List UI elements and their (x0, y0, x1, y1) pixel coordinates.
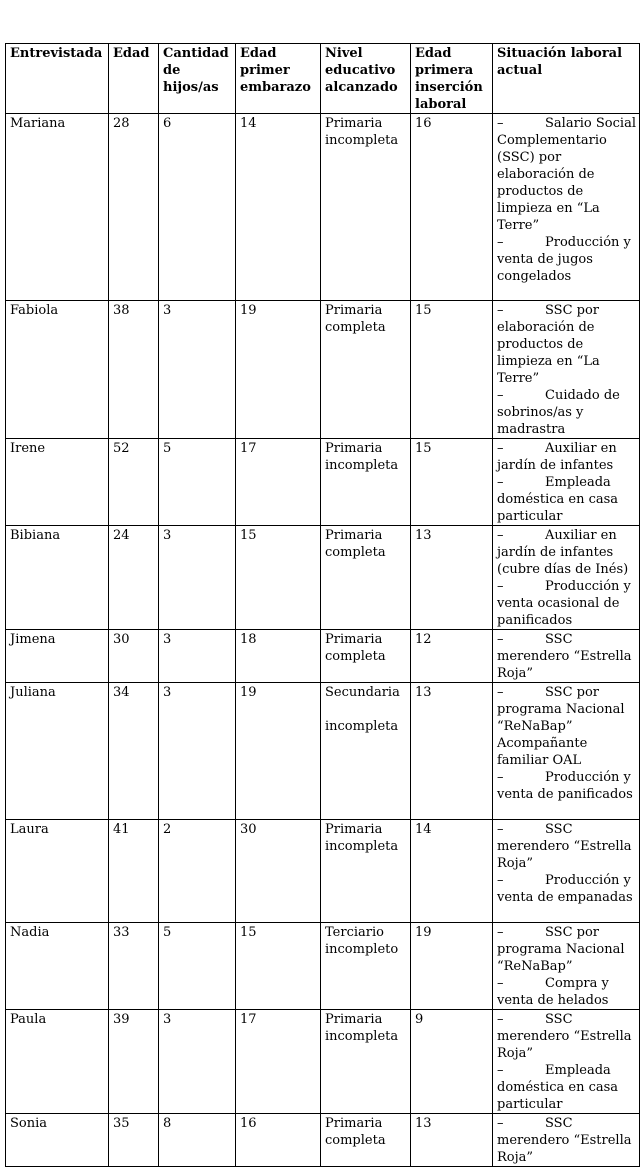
interviewees-table (5, 43, 640, 1167)
cell-cantidad-hijos: 5 (159, 923, 236, 1010)
dash-bullet: – (497, 235, 504, 250)
situation-text: Producción y venta de jugos congelados (497, 235, 631, 284)
table-row (6, 114, 640, 301)
cell-cantidad-hijos: 3 (159, 1010, 236, 1114)
cell-edad-primer-embarazo: 19 (236, 683, 321, 820)
cell-edad-primera-insercion: 13 (411, 1114, 493, 1167)
cell-cantidad-hijos: 5 (159, 439, 236, 526)
header-edad: Edad (109, 44, 159, 114)
cell-entrevistada: Fabiola (6, 301, 109, 439)
cell-nivel-educativo: Primaria completa (321, 630, 411, 683)
cell-edad-primer-embarazo: 16 (236, 1114, 321, 1167)
situation-text: Cuidado de sobrinos/as y madrastra (497, 388, 620, 437)
cell-nivel-educativo: Primaria completa (321, 301, 411, 439)
cell-edad-primera-insercion: 13 (411, 683, 493, 820)
cell-situacion-laboral (493, 439, 640, 526)
dash-bullet: – (497, 1063, 504, 1078)
dash-bullet: – (497, 1116, 504, 1131)
cell-edad: 33 (109, 923, 159, 1010)
cell-cantidad-hijos: 6 (159, 114, 236, 301)
table-row (6, 923, 640, 1010)
table-row (6, 1010, 640, 1114)
cell-entrevistada: Nadia (6, 923, 109, 1010)
cell-situacion-laboral (493, 526, 640, 630)
cell-cantidad-hijos: 3 (159, 301, 236, 439)
cell-situacion-laboral (493, 1010, 640, 1114)
header-edad-primer-embarazo: Edad primer embarazo (236, 44, 321, 114)
situation-item (497, 302, 636, 387)
dash-bullet: – (497, 475, 504, 490)
situation-text: Compra y venta de helados (497, 976, 609, 1008)
cell-edad: 35 (109, 1114, 159, 1167)
cell-nivel-educativo (321, 683, 411, 820)
header-nivel-educativo: Nivel educativo alcanzado (321, 44, 411, 114)
situation-text: Auxiliar en jardín de infantes (cubre días de Inés) (497, 528, 629, 577)
cell-entrevistada: Jimena (6, 630, 109, 683)
situation-item (497, 474, 636, 525)
cell-nivel-educativo: Primaria incompleta (321, 820, 411, 923)
situation-text: SSC por programa Nacional “ReNaBap” Acompañante familiar OAL (497, 685, 625, 768)
cell-situacion-laboral (493, 630, 640, 683)
cell-edad-primer-embarazo: 30 (236, 820, 321, 923)
dash-bullet: – (497, 116, 504, 131)
cell-edad-primer-embarazo: 19 (236, 301, 321, 439)
cell-nivel-educativo: Primaria incompleta (321, 114, 411, 301)
dash-bullet: – (497, 873, 504, 888)
table-row (6, 683, 640, 820)
table-row (6, 820, 640, 923)
cell-edad-primera-insercion: 15 (411, 439, 493, 526)
situation-item (497, 1062, 636, 1113)
dash-bullet: – (497, 925, 504, 940)
situation-text: Empleada doméstica en casa particular (497, 1063, 619, 1112)
dash-bullet: – (497, 976, 504, 991)
cell-edad: 41 (109, 820, 159, 923)
table-row (6, 439, 640, 526)
cell-entrevistada: Juliana (6, 683, 109, 820)
cell-edad-primera-insercion: 15 (411, 301, 493, 439)
situation-text: SSC merendero “Estrella Roja” (497, 822, 632, 871)
situation-text: Empleada doméstica en casa particular (497, 475, 619, 524)
table-row (6, 526, 640, 630)
cell-situacion-laboral (493, 923, 640, 1010)
dash-bullet: – (497, 579, 504, 594)
cell-entrevistada: Sonia (6, 1114, 109, 1167)
cell-cantidad-hijos: 8 (159, 1114, 236, 1167)
situation-item (497, 684, 636, 769)
cell-situacion-laboral (493, 114, 640, 301)
dash-bullet: – (497, 822, 504, 837)
header-situacion-laboral: Situación laboral actual (493, 44, 640, 114)
cell-nivel-educativo: Primaria completa (321, 1114, 411, 1167)
cell-edad-primer-embarazo: 17 (236, 439, 321, 526)
situation-text: SSC merendero “Estrella Roja” (497, 1116, 632, 1165)
dash-bullet: – (497, 528, 504, 543)
situation-item (497, 387, 636, 438)
cell-edad: 34 (109, 683, 159, 820)
situation-item (497, 872, 636, 906)
situation-item (497, 578, 636, 629)
situation-text: Auxiliar en jardín de infantes (497, 441, 617, 473)
table-body (6, 114, 640, 1167)
cell-edad-primera-insercion: 13 (411, 526, 493, 630)
situation-text: Producción y venta de panificados (497, 770, 633, 802)
dash-bullet: – (497, 685, 504, 700)
situation-item (497, 234, 636, 285)
cell-edad-primera-insercion: 14 (411, 820, 493, 923)
cell-situacion-laboral (493, 301, 640, 439)
cell-edad: 38 (109, 301, 159, 439)
dash-bullet: – (497, 1012, 504, 1027)
cell-cantidad-hijos: 2 (159, 820, 236, 923)
cell-nivel-educativo: Terciario incompleto (321, 923, 411, 1010)
situation-text: Salario Social Complementario (SSC) por elaboración de productos de limpieza en “La Terre” (497, 116, 636, 233)
cell-edad-primera-insercion: 16 (411, 114, 493, 301)
dash-bullet: – (497, 303, 504, 318)
dash-bullet: – (497, 441, 504, 456)
dash-bullet: – (497, 770, 504, 785)
cell-edad: 39 (109, 1010, 159, 1114)
cell-cantidad-hijos: 3 (159, 683, 236, 820)
situation-item (497, 821, 636, 872)
cell-edad-primer-embarazo: 17 (236, 1010, 321, 1114)
cell-situacion-laboral (493, 1114, 640, 1167)
table-header-row (6, 44, 640, 114)
cell-edad-primer-embarazo: 15 (236, 526, 321, 630)
cell-edad-primer-embarazo: 18 (236, 630, 321, 683)
cell-entrevistada: Paula (6, 1010, 109, 1114)
cell-situacion-laboral (493, 820, 640, 923)
cell-edad: 30 (109, 630, 159, 683)
cell-cantidad-hijos: 3 (159, 630, 236, 683)
situation-item (497, 631, 636, 682)
dash-bullet: – (497, 388, 504, 403)
situation-item (497, 975, 636, 1009)
education-line: Secundaria (325, 685, 400, 700)
situation-item (497, 440, 636, 474)
education-line: incompleta (325, 719, 399, 734)
cell-nivel-educativo: Primaria incompleta (321, 1010, 411, 1114)
situation-item (497, 924, 636, 975)
cell-edad: 24 (109, 526, 159, 630)
cell-situacion-laboral (493, 683, 640, 820)
cell-edad-primer-embarazo: 14 (236, 114, 321, 301)
situation-text: SSC por elaboración de productos de limpieza en “La Terre” (497, 303, 600, 386)
situation-text: Producción y venta de empanadas (497, 873, 633, 905)
cell-edad: 28 (109, 114, 159, 301)
cell-entrevistada: Laura (6, 820, 109, 923)
cell-entrevistada: Irene (6, 439, 109, 526)
situation-text: SSC merendero “Estrella Roja” (497, 632, 632, 681)
table-row (6, 630, 640, 683)
cell-nivel-educativo: Primaria completa (321, 526, 411, 630)
situation-item (497, 1115, 636, 1166)
header-cantidad-hijos: Cantidad de hijos/as (159, 44, 236, 114)
situation-item (497, 115, 636, 234)
cell-edad-primera-insercion: 12 (411, 630, 493, 683)
header-entrevistada: Entrevistada (6, 44, 109, 114)
dash-bullet: – (497, 632, 504, 647)
cell-entrevistada: Bibiana (6, 526, 109, 630)
cell-edad-primer-embarazo: 15 (236, 923, 321, 1010)
situation-text: SSC por programa Nacional “ReNaBap” (497, 925, 625, 974)
table-row (6, 1114, 640, 1167)
cell-edad: 52 (109, 439, 159, 526)
cell-cantidad-hijos: 3 (159, 526, 236, 630)
situation-item (497, 1011, 636, 1062)
situation-item (497, 769, 636, 803)
situation-text: SSC merendero “Estrella Roja” (497, 1012, 632, 1061)
header-edad-primera-insercion: Edad primera inserción laboral (411, 44, 493, 114)
cell-edad-primera-insercion: 19 (411, 923, 493, 1010)
table-row (6, 301, 640, 439)
cell-nivel-educativo: Primaria incompleta (321, 439, 411, 526)
situation-item (497, 527, 636, 578)
situation-text: Producción y venta ocasional de panificados (497, 579, 631, 628)
cell-edad-primera-insercion: 9 (411, 1010, 493, 1114)
cell-entrevistada: Mariana (6, 114, 109, 301)
